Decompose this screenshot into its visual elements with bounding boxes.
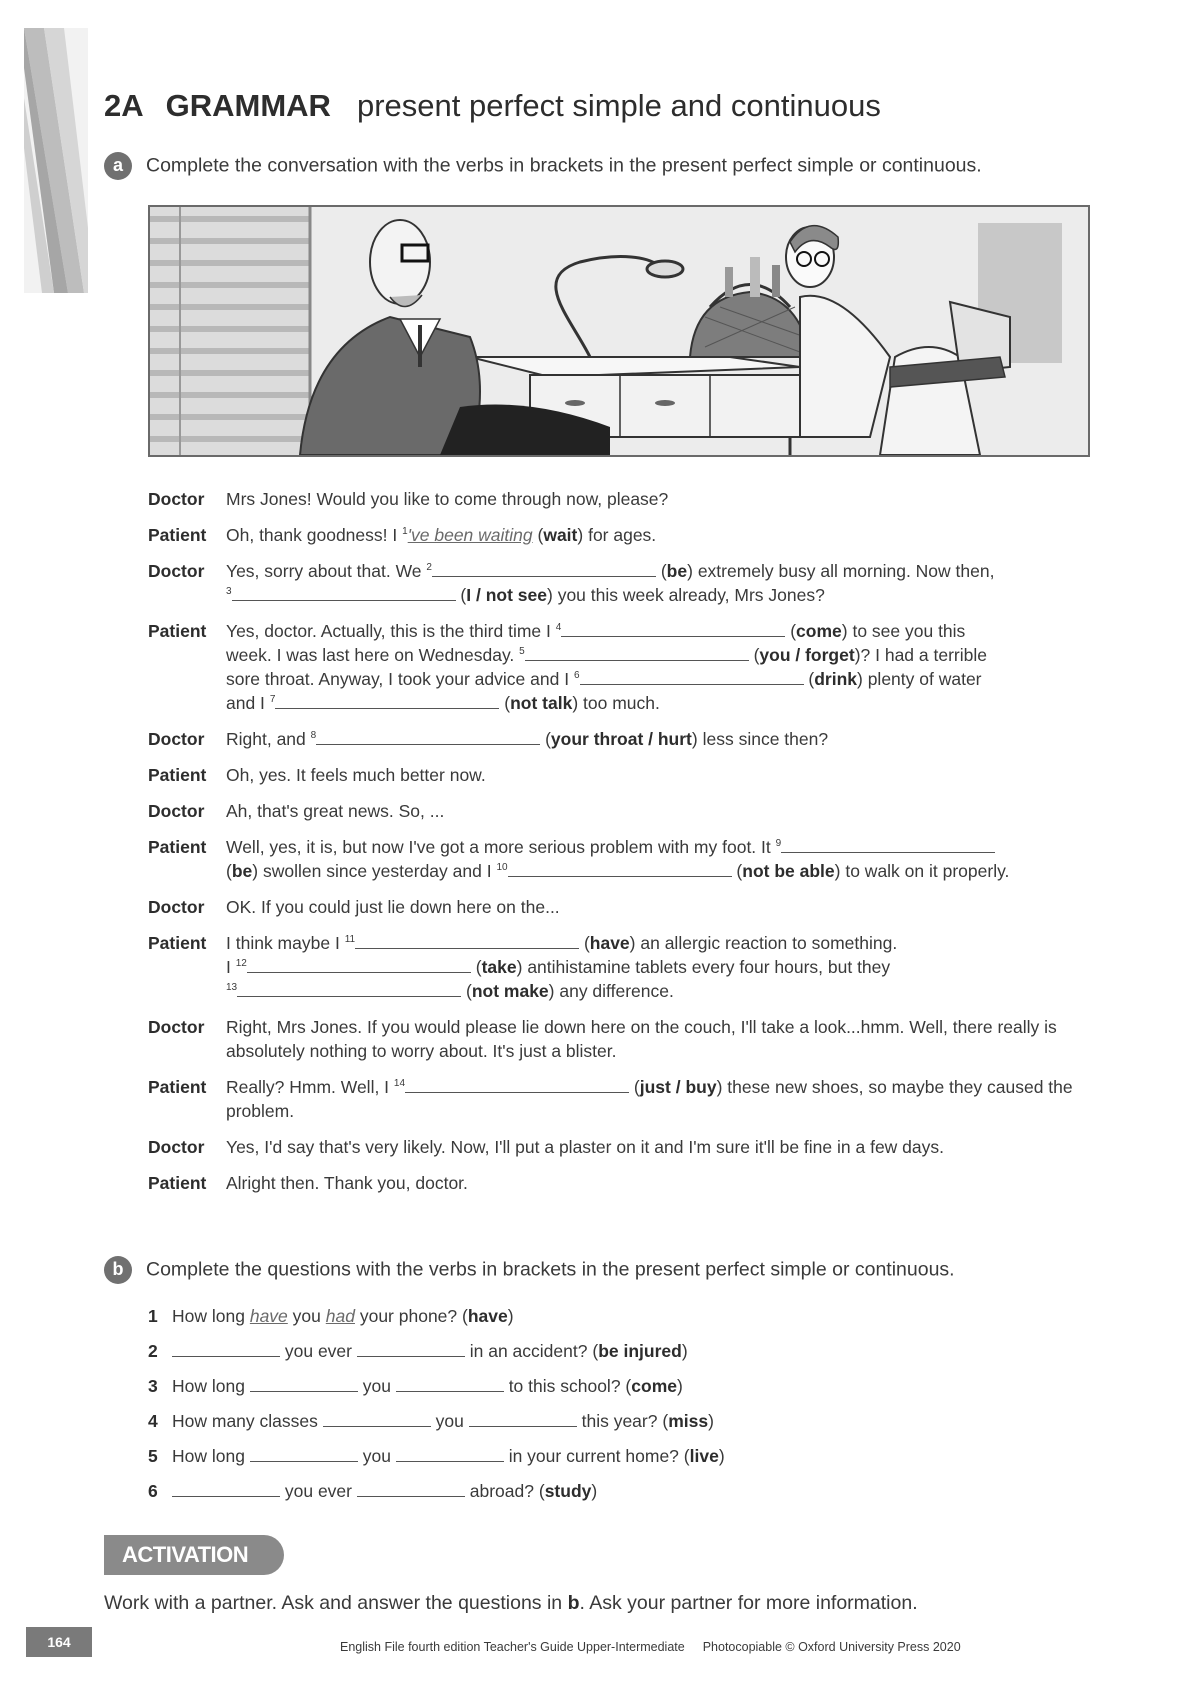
gap-number: 9 (775, 838, 782, 850)
question-text: you ever (284, 1341, 352, 1361)
line-text: these new shoes, so maybe they caused the problem. (226, 1077, 1073, 1121)
speaker: Patient (148, 525, 207, 545)
answer-blank[interactable] (357, 1480, 465, 1497)
question-text: you (292, 1306, 321, 1326)
verb-prompt: have (467, 1306, 508, 1326)
section-word: GRAMMAR (165, 88, 331, 123)
question-text: How long (172, 1306, 245, 1326)
question-text: you (435, 1411, 464, 1431)
task-a-heading (104, 152, 982, 180)
verb-prompt: come (631, 1376, 677, 1396)
verb-prompt: be injured (598, 1341, 682, 1361)
line-text: too much. (583, 693, 660, 713)
verb-prompt: be (666, 561, 688, 581)
page-title (104, 88, 881, 124)
footer-book-title: English File fourth edition Teacher's Guide Upper-Intermediate (340, 1640, 685, 1654)
task-a-badge: a (104, 152, 132, 180)
verb-prompt: have (589, 933, 630, 953)
answer-blank[interactable] (405, 1076, 629, 1093)
line-text: Yes, doctor. Actually, this is the third time I (226, 621, 551, 641)
speaker: Doctor (148, 897, 205, 917)
line-text: to walk on it properly. (845, 861, 1010, 881)
speaker: Patient (148, 837, 207, 857)
speaker: Patient (148, 1077, 207, 1097)
question-item: 3 How long you to this school? (come) (148, 1376, 683, 1396)
question-text: in your current home? (508, 1446, 679, 1466)
line-text: Right, and (226, 729, 306, 749)
gap-number: 3 (226, 586, 232, 598)
line-text: to see you this (852, 621, 966, 641)
corner-decoration (24, 28, 88, 293)
gap-number: 4 (555, 622, 562, 634)
answer-blank[interactable] (250, 1445, 358, 1462)
question-item: 5 How long you in your current home? (live) (148, 1446, 725, 1466)
answer-blank[interactable] (357, 1340, 465, 1357)
dialogue-line (148, 1171, 1098, 1195)
line-text: plenty of water (867, 669, 982, 689)
gap-number: 7 (269, 694, 276, 706)
page-number: 164 (26, 1627, 92, 1657)
doctor-patient-illustration (150, 207, 1088, 455)
line-text: less since then? (702, 729, 829, 749)
window-blinds (150, 207, 310, 455)
speaker: Doctor (148, 1017, 205, 1037)
dialogue-line: Patient I think maybe I $^{11}$ (have) an allergic reaction to something. I $^{12}$ (take) antihistamine tablets every four hours, but they $^{13}$ (not make) any difference. (148, 933, 898, 1001)
answer-blank[interactable] (525, 644, 749, 661)
gap-number: 13 (226, 982, 238, 994)
example-answer: had (325, 1306, 355, 1326)
activation-instruction (104, 1592, 918, 1615)
verb-prompt: miss (668, 1411, 709, 1431)
question-text: How long (172, 1376, 245, 1396)
verb-prompt: you / forget (759, 645, 855, 665)
question-text: How many classes (172, 1411, 318, 1431)
answer-blank[interactable] (396, 1445, 504, 1462)
question-text: your phone? (359, 1306, 458, 1326)
line-text: antihistamine tablets every four hours, but they (527, 957, 891, 977)
line-text: sore throat. Anyway, I took your advice and I (226, 669, 570, 689)
dialogue-line (148, 799, 1098, 823)
answer-blank[interactable] (355, 932, 579, 949)
line-text: ? I had a terrible (860, 645, 987, 665)
line-text: Right, Mrs Jones. If you would please lie down here on the couch, I'll take a look...hmm. Well, there really is absolutely nothing to worry about. It's just a blister. (226, 1017, 1057, 1061)
line-text: extremely busy all morning. Now then, (697, 561, 995, 581)
answer-blank[interactable] (508, 860, 732, 877)
question-text: you (362, 1446, 391, 1466)
answer-blank[interactable] (469, 1410, 577, 1427)
line-text: OK. If you could just lie down here on the... (226, 897, 560, 917)
question-text: you (362, 1376, 391, 1396)
footer (340, 1640, 961, 1654)
verb-prompt: study (544, 1481, 592, 1501)
speaker: Doctor (148, 489, 205, 509)
answer-blank[interactable] (232, 584, 456, 601)
line-text: Well, yes, it is, but now I've got a more serious problem with my foot. It (226, 837, 771, 857)
answer-blank[interactable] (275, 692, 499, 709)
activation-banner: ACTIVATION (104, 1535, 284, 1575)
answer-blank[interactable] (561, 620, 785, 637)
gap-number: 5 (519, 646, 525, 658)
speaker: Patient (148, 933, 207, 953)
gap-number: 14 (393, 1078, 406, 1090)
dialogue-line (148, 1015, 1098, 1063)
answer-blank[interactable] (172, 1480, 280, 1497)
line-text: Really? Hmm. Well, I (226, 1077, 390, 1097)
question-text: this year? (581, 1411, 658, 1431)
gap-number: 8 (310, 730, 317, 742)
line-text: Alright then. Thank you, doctor. (226, 1173, 468, 1193)
verb-prompt: drink (814, 669, 857, 689)
question-number: 5 (148, 1446, 158, 1466)
question-item: 4 How many classes you this year? (miss) (148, 1411, 714, 1431)
verb-prompt: your throat / hurt (550, 729, 692, 749)
dialogue-line: Patient Really? Hmm. Well, I $^{14}$ (just / buy) these new shoes, so maybe they caused the problem. (148, 1077, 1073, 1121)
line-text: and I (226, 693, 265, 713)
line-text: Ah, that's great news. So, ... (226, 801, 445, 821)
answer-blank[interactable] (316, 728, 540, 745)
verb-prompt: not talk (510, 693, 573, 713)
line-text: Oh, thank goodness! I (226, 525, 398, 545)
answer-blank[interactable] (250, 1375, 358, 1392)
line-text: Yes, sorry about that. We (226, 561, 422, 581)
question-text: How long (172, 1446, 245, 1466)
activation-ref: b (567, 1592, 580, 1614)
question-list (148, 1304, 1048, 1514)
dialogue-line (148, 763, 1098, 787)
gap-number: 6 (573, 670, 580, 682)
answer-blank[interactable] (396, 1375, 504, 1392)
line-text: for ages. (588, 525, 657, 545)
answer-blank[interactable] (323, 1410, 431, 1427)
line-text: Oh, yes. It feels much better now. (226, 765, 486, 785)
answer-blank[interactable] (580, 668, 804, 685)
question-item: 2 you ever in an accident? (be injured) (148, 1341, 688, 1361)
answer-blank[interactable] (172, 1340, 280, 1357)
dialogue (148, 487, 1098, 1207)
verb-prompt: wait (543, 525, 578, 545)
illustration-doctor-office (148, 205, 1090, 457)
answer-blank[interactable] (247, 956, 471, 973)
answer-blank[interactable] (781, 836, 995, 853)
question-text: you ever (284, 1481, 352, 1501)
line-text: swollen since yesterday and I (262, 861, 492, 881)
section-subtitle: present perfect simple and continuous (356, 88, 881, 123)
activation-text: Work with a partner. Ask and answer the questions in (104, 1592, 563, 1614)
speaker: Doctor (148, 561, 205, 581)
dialogue-line: Patient Well, yes, it is, but now I've got a more serious problem with my foot. It $^9$ (be) swollen since yesterday and I $^{10}$ (not be able) to walk on it properly. (148, 837, 1010, 881)
speaker: Doctor (148, 801, 205, 821)
gap-number: 2 (426, 562, 432, 574)
task-b-instruction: Complete the questions with the verbs in brackets in the present perfect simple or continuous. (146, 1258, 955, 1281)
gap-number: 10 (496, 862, 508, 874)
dialogue-line: Patient Oh, thank goodness! I $^1$'ve been waiting (wait) for ages. (148, 525, 657, 545)
footer-copyright: Photocopiable © Oxford University Press 2020 (702, 1640, 961, 1654)
dialogue-line: Doctor Yes, sorry about that. We $^2$ (be) extremely busy all morning. Now then, $^3$ (I / not see) you this week already, Mrs Jones? (148, 561, 995, 605)
speaker: Patient (148, 1173, 207, 1193)
question-number: 6 (148, 1481, 158, 1501)
speaker: Doctor (148, 729, 205, 749)
task-b-heading (104, 1256, 955, 1284)
verb-prompt: come (796, 621, 842, 641)
example-answer: have (249, 1306, 288, 1326)
question-item: 6 you ever abroad? (study) (148, 1481, 598, 1501)
verb-prompt: take (481, 957, 517, 977)
example-answer: 've been waiting (407, 525, 533, 545)
verb-prompt: I / not see (466, 585, 547, 605)
dialogue-line: Doctor Right, and $^8$ (your throat / hurt) less since then? (148, 729, 829, 749)
line-text: any difference. (559, 981, 674, 1001)
line-text: an allergic reaction to something. (640, 933, 898, 953)
verb-prompt: not make (471, 981, 549, 1001)
activation-text: . Ask your partner for more information. (579, 1592, 918, 1614)
question-number: 2 (148, 1341, 158, 1361)
answer-blank[interactable] (237, 980, 461, 997)
task-b-badge: b (104, 1256, 132, 1284)
line-text: I (226, 957, 231, 977)
task-a-instruction: Complete the conversation with the verbs in brackets in the present perfect simple or continuous. (146, 154, 982, 177)
speaker: Doctor (148, 1137, 205, 1157)
question-text: abroad? (469, 1481, 534, 1501)
gap-number: 12 (235, 958, 247, 970)
line-text: you this week already, Mrs Jones? (557, 585, 825, 605)
question-number: 4 (148, 1411, 158, 1431)
line-text: Yes, I'd say that's very likely. Now, I'll put a plaster on it and I'm sure it'll be fine in a few days. (226, 1137, 945, 1157)
question-item: 1 How long have you had your phone? (have) (148, 1306, 514, 1326)
question-number: 1 (148, 1306, 158, 1326)
verb-prompt: live (689, 1446, 719, 1466)
dialogue-line (148, 895, 1098, 919)
answer-blank[interactable] (432, 560, 656, 577)
question-text: in an accident? (469, 1341, 588, 1361)
question-text: to this school? (508, 1376, 621, 1396)
unit-code: 2A (104, 88, 144, 123)
line-text: Mrs Jones! Would you like to come through now, please? (226, 489, 669, 509)
speaker: Patient (148, 621, 207, 641)
line-text: week. I was last here on Wednesday. (226, 645, 515, 665)
verb-prompt: be (231, 861, 253, 881)
verb-prompt: just / buy (639, 1077, 717, 1097)
verb-prompt: not be able (742, 861, 835, 881)
gap-number: 11 (344, 934, 356, 946)
question-number: 3 (148, 1376, 158, 1396)
dialogue-line (148, 487, 1098, 511)
line-text: I think maybe I (226, 933, 340, 953)
gap-number: 1 (402, 526, 408, 538)
dialogue-line: Patient Yes, doctor. Actually, this is the third time I $^4$ (come) to see you this week. I was last here on Wednesday. $^5$ (you / forget)? I had a terrible sore throat. Anyway, I took your advice and I $^6$ (drink) plenty of water and I $^7$ (not talk) too much. (148, 621, 987, 713)
speaker: Patient (148, 765, 207, 785)
dialogue-line (148, 1135, 1098, 1159)
